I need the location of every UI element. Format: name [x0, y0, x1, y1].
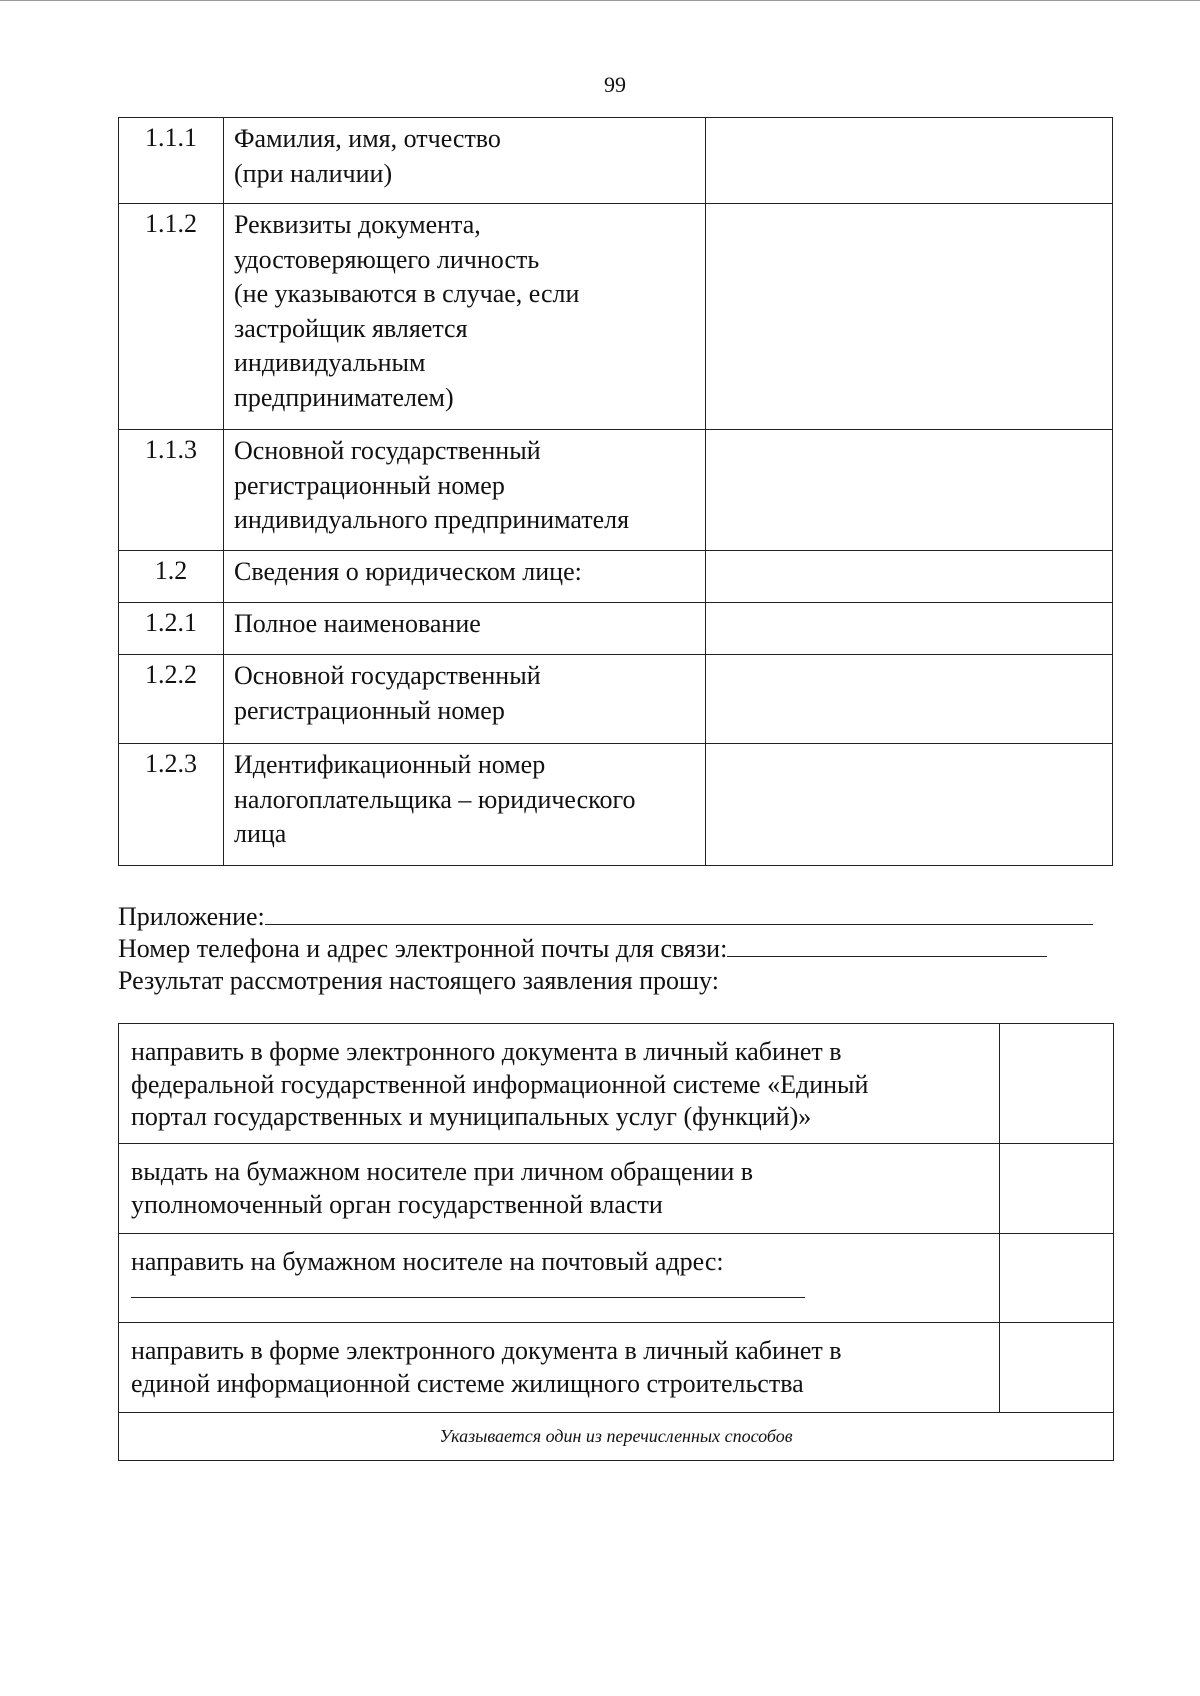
row-label-id-document	[224, 204, 706, 430]
label-text: Основной государственный регистрационный номер индивидуального предпринимателя	[234, 436, 630, 534]
option-text: направить в форме электронного документа в личный кабинет в единой информационной системе жилищного строительства	[131, 1336, 842, 1398]
value-field-ogrn[interactable]	[706, 655, 1113, 744]
result-request-label: Результат рассмотрения настоящего заявления прошу:	[118, 966, 719, 995]
result-request-row	[118, 965, 1118, 997]
applicant-info-table	[118, 117, 1113, 866]
row-label-inn	[224, 744, 706, 866]
label-text: Идентификационный номер налогоплательщика – юридического лица	[234, 750, 636, 848]
result-method-table	[118, 1023, 1114, 1461]
table-row	[119, 118, 1113, 204]
row-number: 1.1.2	[119, 204, 224, 430]
table-row	[119, 1234, 1114, 1323]
option-checkbox-paper-in-person[interactable]	[1000, 1144, 1114, 1234]
option-eisjs	[119, 1323, 1000, 1413]
page-number: 99	[604, 72, 626, 97]
value-field-full-name[interactable]	[706, 118, 1113, 204]
option-checkbox-epgu[interactable]	[1000, 1024, 1114, 1144]
option-paper-by-mail	[119, 1234, 1000, 1323]
table-row	[119, 551, 1113, 603]
appendix-label: Приложение:	[118, 902, 265, 931]
option-text: выдать на бумажном носителе при личном обращении в уполномоченный орган государственной власти	[131, 1157, 754, 1219]
row-label-legal-entity	[224, 551, 706, 603]
contact-input-line[interactable]	[727, 934, 1047, 957]
value-field-id-document[interactable]	[706, 204, 1113, 430]
row-label-full-name	[224, 118, 706, 204]
row-number: 1.2	[119, 551, 224, 603]
option-checkbox-eisjs[interactable]	[1000, 1323, 1114, 1413]
option-epgu	[119, 1024, 1000, 1144]
row-number: 1.2.1	[119, 603, 224, 655]
table-row	[119, 204, 1113, 430]
table-row	[119, 1413, 1114, 1461]
appendix-contact-section	[118, 901, 1118, 997]
appendix-input-line[interactable]	[265, 902, 1093, 925]
row-number: 1.1.1	[119, 118, 224, 204]
row-number: 1.1.3	[119, 430, 224, 551]
label-text: Сведения о юридическом лице:	[234, 557, 582, 586]
table-row	[119, 603, 1113, 655]
table-row	[119, 655, 1113, 744]
table-row	[119, 1323, 1114, 1413]
row-label-full-name-org	[224, 603, 706, 655]
label-text: Фамилия, имя, отчество (при наличии)	[234, 124, 501, 188]
row-label-ogrnip	[224, 430, 706, 551]
value-field-full-name-org[interactable]	[706, 603, 1113, 655]
footnote: Указывается один из перечисленных способов	[119, 1413, 1114, 1461]
table-row	[119, 744, 1113, 866]
contact-label: Номер телефона и адрес электронной почты для связи:	[118, 934, 728, 963]
label-text: Полное наименование	[234, 609, 481, 638]
appendix-row	[118, 901, 1118, 933]
value-field-ogrnip[interactable]	[706, 430, 1113, 551]
value-field-inn[interactable]	[706, 744, 1113, 866]
table-row	[119, 1144, 1114, 1234]
option-text: направить в форме электронного документа в личный кабинет в федеральной государственной информационной системе «Единый портал государственных и муниципальных услуг (функций)»	[131, 1037, 869, 1131]
value-field-legal-entity[interactable]	[706, 551, 1113, 603]
postal-address-line[interactable]	[131, 1279, 805, 1298]
table-row	[119, 1024, 1114, 1144]
row-number: 1.2.2	[119, 655, 224, 744]
row-label-ogrn	[224, 655, 706, 744]
page-top-edge	[0, 0, 1200, 1]
label-text: Основной государственный регистрационный номер	[234, 661, 541, 725]
option-checkbox-paper-by-mail[interactable]	[1000, 1234, 1114, 1323]
label-text: Реквизиты документа, удостоверяющего личность (не указываются в случае, если застройщик является индивидуальным предпринимателем)	[234, 210, 580, 412]
contact-row	[118, 933, 1118, 965]
row-number: 1.2.3	[119, 744, 224, 866]
table-row	[119, 430, 1113, 551]
option-paper-in-person	[119, 1144, 1000, 1234]
option-text: направить на бумажном носителе на почтовый адрес:	[131, 1247, 724, 1276]
